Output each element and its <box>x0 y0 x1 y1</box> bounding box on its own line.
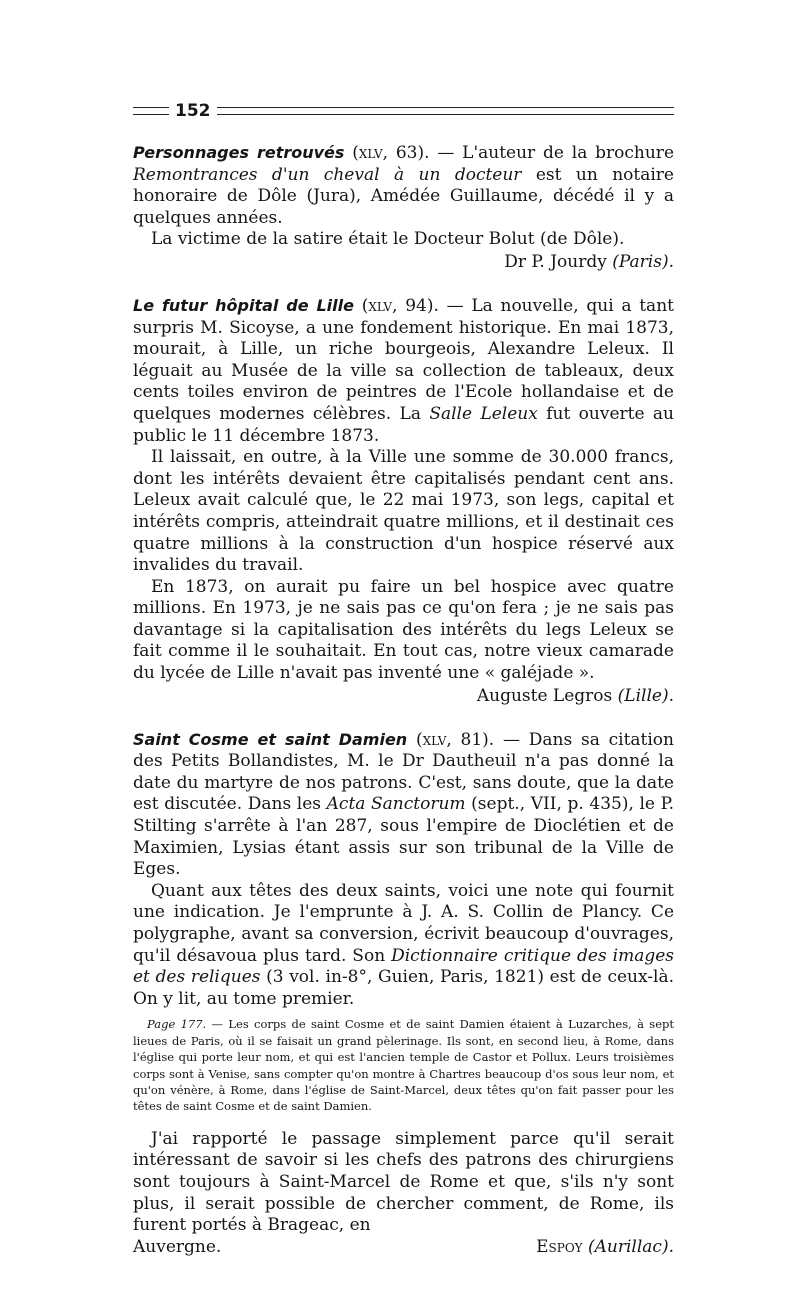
footnote-label: Page 177. <box>147 1017 207 1032</box>
article-paragraph <box>133 142 674 229</box>
article-signature <box>536 1237 674 1259</box>
article-signature <box>133 251 674 273</box>
article-paragraph: Il laissait, en outre, à la Ville une somme de 30.000 francs, dont les intérêts devaient être capitalisés pendant cent ans. Leleux avait calculé que, le 22 mai 1973, son legs, capital et intérêts compris, atteindrait quatre millions, et il destinait ces quatre millions à la construction d'un hospice réservé aux invalides du travail. <box>133 447 674 576</box>
header-rule-right <box>217 107 675 115</box>
article-text: Quant aux têtes des deux saints, voici une note qui fournit une indication. Je l'emprunte à J. A. S. Collin de Plancy. Ce polygraphe, avant sa conversion, écrivit beaucoup d'ouvrages, qu'il désavoua plus tard. Son <box>133 880 674 966</box>
article-text: (sept., VII, p. 435), le P. Stilting s'arrête à l'an 287, sous l'empire de Dioclétien et de Maximien, Lysias étant assis sur son tribunal de la Ville de Eges. <box>133 794 674 880</box>
article-saint-cosme <box>133 729 674 1259</box>
article-text: est un notaire honoraire de Dôle (Jura), Amédée Guillaume, décédé il y a quelques années. <box>133 164 674 228</box>
article-reference: (xlv, 81). <box>415 729 495 750</box>
article-closing-line <box>133 1237 674 1259</box>
article-text: — La nouvelle, qui a tant surpris M. Sicoyse, a une fondement historique. En mai 1873, mourait, à Lille, un riche bourgeois, Alexandre Leleux. Il léguait au Musée de la ville sa collection de tableaux, deux cents toiles environ de peintres de l'Ecole hollandaise et de quelques modernes célèbres. La <box>133 295 674 424</box>
signature-place: (Lille). <box>617 685 674 706</box>
article-italic-text: Remontrances d'un cheval à un docteur <box>133 164 522 185</box>
article-personnages-retrouves <box>133 142 674 273</box>
page-content <box>133 96 674 1258</box>
article-reference: (xlv, 94). <box>361 295 439 316</box>
footnote-text: — Les corps de saint Cosme et de saint Damien étaient à Luzarches, à sept lieues de Paris, où il se faisait un grand pèlerinage. Ils sont, en second lieu, à Rome, dans l'église qui porte leur nom, et qui est l'ancien temple de Castor et Pollux. Leurs troisièmes corps sont à Venise, sans compter qu'on montre à Chartres beaucoup d'os sous leur nom, et qu'on vénère, à Rome, dans l'église de Saint-Marcel, deux têtes qu'on fait passer pour les têtes de saint Cosme et de saint Damien. <box>133 1017 675 1114</box>
signature-place: (Aurillac). <box>588 1236 674 1257</box>
article-paragraph: J'ai rapporté le passage simplement parce qu'il serait intéressant de savoir si les chefs des patrons des chirurgiens sont toujours à Saint-Marcel de Rome et que, s'ils n'y sont plus, il serait possible de chercher comment, de Rome, ils furent portés à Brageac, en <box>133 1128 674 1236</box>
closing-word: Auvergne. <box>133 1236 222 1257</box>
page-number: 152 <box>175 101 211 121</box>
article-italic-text: Salle Leleux <box>429 403 538 424</box>
article-text: — Dans sa citation des Petits Bollandistes, M. le Dr Dautheuil n'a pas donné la date du martyre de nos patrons. C'est, sans doute, que la date est discutée. Dans les <box>133 729 674 815</box>
page-header <box>133 96 674 126</box>
article-text: (3 vol. in-8°, Guien, Paris, 1821) est de ceux-là. On y lit, au tome premier. <box>133 967 674 1009</box>
article-paragraph <box>133 295 674 447</box>
article-signature <box>133 685 674 707</box>
article-paragraph: En 1873, on aurait pu faire un bel hospice avec quatre millions. En 1973, je ne sais pas ce qu'on fera ; je ne sais pas davantage si la capitalisation des intérêts du legs Leleux se fait comme il le souhaitait. En tout cas, notre vieux camarade du lycée de Lille n'avait pas inventé une « galéjade ». <box>133 576 674 684</box>
signature-place: (Paris). <box>612 251 674 272</box>
article-title: Personnages retrouvés <box>133 143 345 162</box>
article-text: — L'auteur de la brochure <box>429 143 674 163</box>
article-reference: (xlv, 63). <box>352 143 430 163</box>
signature-name: Espoy <box>536 1236 583 1257</box>
quoted-footnote <box>133 1016 674 1114</box>
header-rule-left <box>133 107 169 115</box>
article-paragraph <box>133 881 674 1011</box>
article-futur-hopital <box>133 295 674 707</box>
article-italic-text: Dictionnaire critique des images et des reliques <box>133 945 675 988</box>
signature-name: Auguste Legros <box>476 685 613 706</box>
article-paragraph <box>133 729 674 881</box>
signature-name: Dr P. Jourdy <box>504 251 607 272</box>
article-title: Le futur hôpital de Lille <box>133 295 354 315</box>
article-italic-text: Acta Sanctorum <box>326 794 466 815</box>
article-text: fut ouverte au public le 11 décembre 1873. <box>133 403 674 446</box>
article-title: Saint Cosme et saint Damien <box>133 729 408 749</box>
article-paragraph: La victime de la satire était le Docteur Bolut (de Dôle). <box>151 229 625 250</box>
